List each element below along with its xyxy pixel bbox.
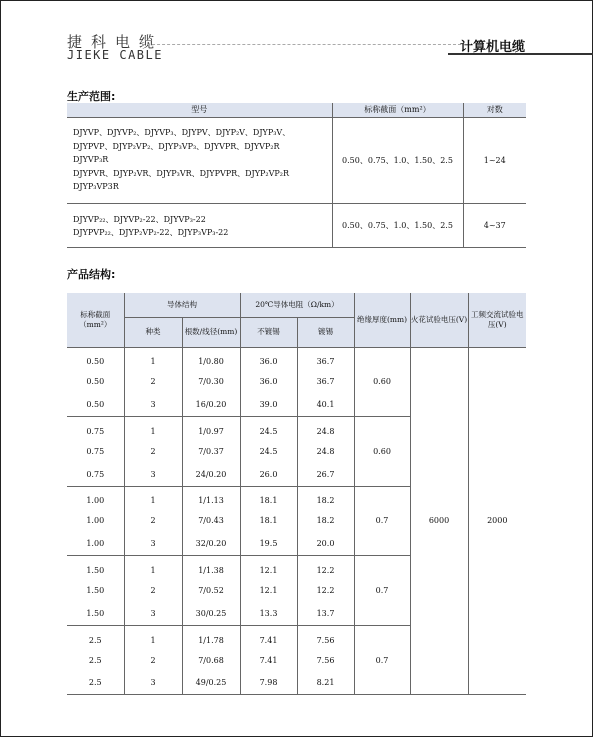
tinned-resistance-cell: 12.2 [297, 579, 354, 602]
bare-resistance-cell: 12.1 [240, 579, 297, 602]
spark-voltage-cell: 6000 [410, 347, 468, 695]
strands-cell: 7/0.30 [182, 370, 240, 393]
section-cell: 2.5 [67, 625, 124, 648]
section-cell: 0.75 [67, 440, 124, 463]
type-cell: 2 [124, 579, 182, 602]
range-models-cell [67, 203, 332, 247]
tinned-resistance-cell: 24.8 [297, 440, 354, 463]
range-header-pairs: 对数 [463, 103, 526, 117]
bare-resistance-cell: 26.0 [240, 463, 297, 486]
section-cell: 0.75 [67, 463, 124, 486]
type-cell: 1 [124, 347, 182, 370]
range-sections-cell: 0.50、0.75、1.0、1.50、2.5 [332, 117, 463, 203]
tinned-resistance-cell: 12.2 [297, 556, 354, 579]
bare-resistance-cell: 7.41 [240, 625, 297, 648]
type-cell: 3 [124, 672, 182, 695]
type-cell: 3 [124, 602, 182, 625]
strands-cell: 7/0.43 [182, 509, 240, 532]
model-line: DJYVP₂₂、DJYVP₂-22、DJYVP₃-22 [73, 214, 206, 224]
range-row [67, 203, 526, 247]
strands-cell: 1/0.80 [182, 347, 240, 370]
section-cell: 0.75 [67, 417, 124, 440]
tinned-resistance-cell: 7.56 [297, 625, 354, 648]
bare-resistance-cell: 7.41 [240, 648, 297, 671]
strands-cell: 49/0.25 [182, 672, 240, 695]
strands-cell: 7/0.52 [182, 579, 240, 602]
section-cell: 0.50 [67, 370, 124, 393]
bare-resistance-cell: 19.5 [240, 533, 297, 556]
type-cell: 3 [124, 463, 182, 486]
type-cell: 2 [124, 440, 182, 463]
type-cell: 2 [124, 370, 182, 393]
section-title-range: 生产范围: [67, 90, 116, 103]
range-header-section: 标称截面（mm²） [332, 103, 463, 117]
bare-resistance-cell: 36.0 [240, 347, 297, 370]
bare-resistance-cell: 39.0 [240, 393, 297, 416]
section-title-structure: 产品结构: [67, 268, 116, 281]
tinned-resistance-cell: 7.56 [297, 648, 354, 671]
type-cell: 2 [124, 509, 182, 532]
range-sections-cell: 0.50、0.75、1.0、1.50、2.5 [332, 203, 463, 247]
section-cell: 1.00 [67, 486, 124, 509]
bare-resistance-cell: 18.1 [240, 486, 297, 509]
section-cell: 1.00 [67, 509, 124, 532]
header-freq-voltage: 工频交流试验电压(V) [468, 293, 526, 347]
tinned-resistance-cell: 18.2 [297, 509, 354, 532]
brand-name-en: JIEKE CABLE [67, 48, 163, 62]
section-cell: 1.00 [67, 533, 124, 556]
tinned-resistance-cell: 24.8 [297, 417, 354, 440]
tinned-resistance-cell: 26.7 [297, 463, 354, 486]
section-cell: 1.50 [67, 579, 124, 602]
header-tinned: 镀锡 [297, 317, 354, 347]
insulation-thickness-cell: 0.60 [354, 417, 410, 487]
type-cell: 1 [124, 417, 182, 440]
section-cell: 2.5 [67, 672, 124, 695]
range-models-cell [67, 117, 332, 203]
tinned-resistance-cell: 40.1 [297, 393, 354, 416]
insulation-thickness-cell: 0.7 [354, 486, 410, 556]
tinned-resistance-cell: 36.7 [297, 370, 354, 393]
model-line: DJYPVP、DJYP₂VP₂、DJYP₃VP₃、DJYVPR、DJYVP₂R [73, 141, 280, 151]
production-range-table [67, 103, 526, 248]
section-cell: 2.5 [67, 648, 124, 671]
section-cell: 1.50 [67, 556, 124, 579]
insulation-thickness-cell: 0.7 [354, 625, 410, 695]
model-line: DJYVP₃R [73, 155, 109, 165]
model-line: DJYVP、DJYVP₂、DJYVP₃、DJYPV、DJYP₂V、DJYP₃V、 [73, 128, 291, 138]
header-insulation: 绝缘厚度(mm) [354, 293, 410, 347]
strands-cell: 30/0.25 [182, 602, 240, 625]
bare-resistance-cell: 36.0 [240, 370, 297, 393]
header-section: 标称截面（mm²） [67, 293, 124, 347]
tinned-resistance-cell: 18.2 [297, 486, 354, 509]
strands-cell: 1/1.38 [182, 556, 240, 579]
tinned-resistance-cell: 36.7 [297, 347, 354, 370]
strands-cell: 16/0.20 [182, 393, 240, 416]
strands-cell: 1/1.13 [182, 486, 240, 509]
header-conductor: 导体结构 [124, 293, 240, 317]
product-structure-table [67, 293, 526, 695]
freq-voltage-cell: 2000 [468, 347, 526, 695]
type-cell: 1 [124, 486, 182, 509]
structure-row [67, 347, 526, 370]
range-pairs-cell: 1~24 [463, 117, 526, 203]
bare-resistance-cell: 24.5 [240, 440, 297, 463]
header-strands: 根数/线径(mm) [182, 317, 240, 347]
bare-resistance-cell: 7.98 [240, 672, 297, 695]
strands-cell: 1/0.97 [182, 417, 240, 440]
strands-cell: 7/0.68 [182, 648, 240, 671]
brand-name-cn: 捷科电缆 [67, 33, 164, 51]
range-row [67, 117, 526, 203]
header-type: 种类 [124, 317, 182, 347]
bare-resistance-cell: 24.5 [240, 417, 297, 440]
strands-cell: 1/1.78 [182, 625, 240, 648]
model-line: DJYPVR、DJYP₂VR、DJYP₃VR、DJYPVPR、DJYP₂VP₂R [73, 168, 290, 178]
tinned-resistance-cell: 20.0 [297, 533, 354, 556]
section-cell: 0.50 [67, 393, 124, 416]
range-header-model: 型号 [67, 103, 332, 117]
bare-resistance-cell: 18.1 [240, 509, 297, 532]
model-line: DJYP₃VP3R [73, 182, 119, 192]
page-title: 计算机电缆 [459, 40, 525, 55]
type-cell: 1 [124, 625, 182, 648]
type-cell: 1 [124, 556, 182, 579]
tinned-resistance-cell: 13.7 [297, 602, 354, 625]
insulation-thickness-cell: 0.7 [354, 556, 410, 626]
range-pairs-cell: 4~37 [463, 203, 526, 247]
strands-cell: 24/0.20 [182, 463, 240, 486]
header-spark-voltage: 火花试验电压(V) [410, 293, 468, 347]
section-cell: 1.50 [67, 602, 124, 625]
bare-resistance-cell: 13.3 [240, 602, 297, 625]
insulation-thickness-cell: 0.60 [354, 347, 410, 417]
header-resistance: 20℃导体电阻（Ω/km） [240, 293, 354, 317]
type-cell: 3 [124, 533, 182, 556]
type-cell: 3 [124, 393, 182, 416]
header-bare: 不镀锡 [240, 317, 297, 347]
bare-resistance-cell: 12.1 [240, 556, 297, 579]
header-divider [142, 44, 461, 45]
tinned-resistance-cell: 8.21 [297, 672, 354, 695]
header-rule [448, 53, 593, 55]
model-line: DJYPVP₂₂、DJYP₂VP₂-22、DJYP₃VP₃-22 [73, 228, 229, 237]
type-cell: 2 [124, 648, 182, 671]
section-cell: 0.50 [67, 347, 124, 370]
strands-cell: 32/0.20 [182, 533, 240, 556]
strands-cell: 7/0.37 [182, 440, 240, 463]
